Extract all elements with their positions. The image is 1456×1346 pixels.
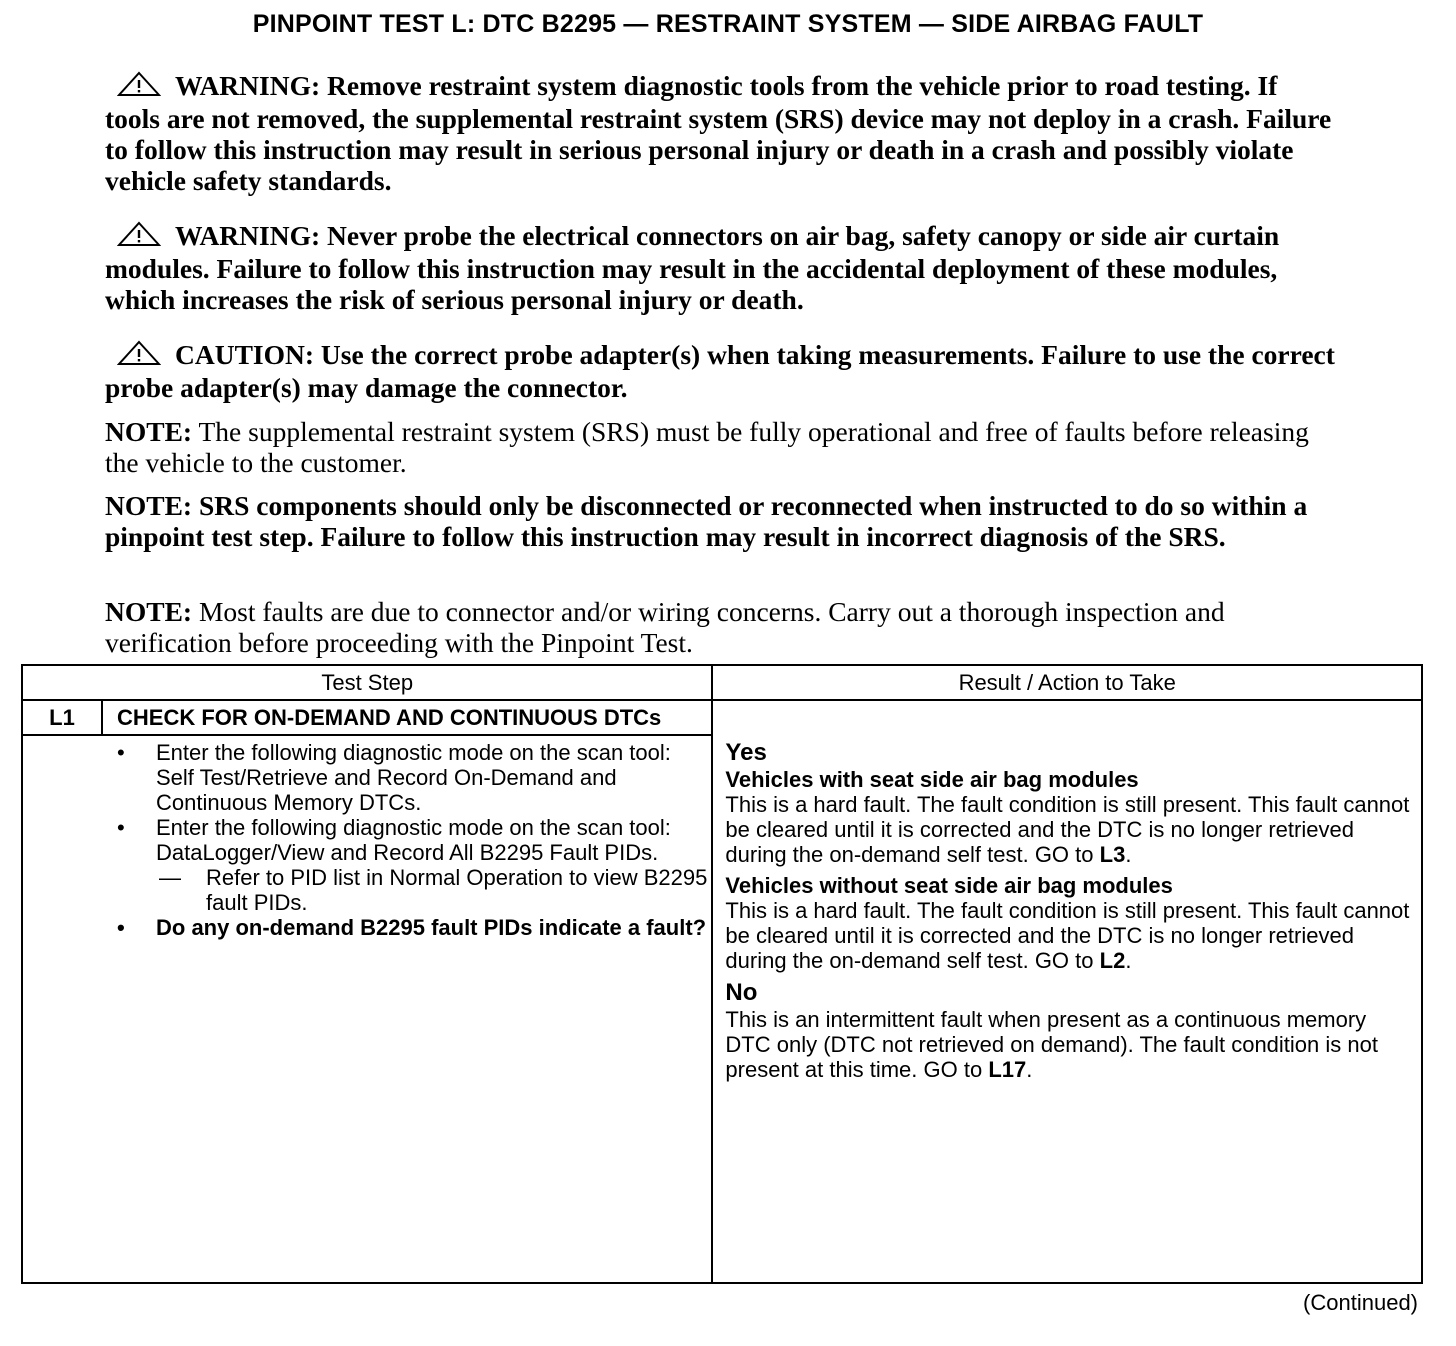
step-title: CHECK FOR ON-DEMAND AND CONTINUOUS DTCs [102, 700, 712, 735]
yes-case2-heading: Vehicles without seat side air bag modules [725, 873, 1173, 898]
step-list [23, 736, 711, 940]
note-block-3 [105, 596, 1225, 658]
step-body [22, 735, 712, 1283]
goto-link-l3[interactable]: L3 [1099, 842, 1126, 867]
caution-text: Use the correct probe adapter(s) when taking measurements. Failure to use the correct probe adapter(s) may damage the connector. [105, 339, 1335, 403]
note-block-2 [105, 490, 1335, 552]
note-text: The supplemental restraint system (SRS) must be fully operational and free of faults before releasing the vehicle to the customer. [105, 416, 1309, 478]
table-header-row [22, 665, 1422, 700]
warning-text: Remove restraint system diagnostic tools from the vehicle prior to road testing. If tools are not removed, the supplemental restraint system (SRS) device may not deploy in a crash. Failure to follow this instruction may result in serious personal injury or death in a crash and possibly violate vehicle safety standards. [105, 70, 1332, 196]
note-text: SRS components should only be disconnected or reconnected when instructed to do so within a pinpoint test step. Failure to follow this instruction may result in incorrect diagnosis of the SRS. [105, 490, 1308, 552]
goto-link-l17[interactable]: L17 [988, 1057, 1027, 1082]
no-text: This is an intermittent fault when present as a continuous memory DTC only (DTC not retrieved on demand). The fault condition is not present at this time. GO to L17. [725, 1007, 1378, 1082]
header-result-action: Result / Action to Take [712, 665, 1422, 700]
pinpoint-test-table [21, 664, 1423, 1284]
page-title: PINPOINT TEST L: DTC B2295 — RESTRAINT SYSTEM — SIDE AIRBAG FAULT [252, 10, 1204, 38]
continued-label: (Continued) [1303, 1290, 1418, 1315]
note-label: NOTE: [105, 490, 193, 521]
no-label: No [725, 979, 758, 1006]
warning-triangle-icon [117, 340, 161, 372]
yes-case1-heading: Vehicles with seat side air bag modules [725, 767, 1139, 792]
yes-case2-text: This is a hard fault. The fault condition is still present. This fault cannot be cleared until it is corrected and the DTC is no longer retrieved during the on-demand self test. GO to L2. [725, 898, 1410, 973]
yes-case1-text: This is a hard fault. The fault condition is still present. This fault cannot be cleared until it is corrected and the DTC is no longer retrieved during the on-demand self test. GO to L3. [725, 792, 1410, 867]
yes-label: Yes [725, 739, 767, 766]
note-text: Most faults are due to connector and/or wiring concerns. Carry out a thorough inspection and verification before proceeding with the Pinpoint Test. [105, 596, 1225, 658]
note-label: NOTE: [105, 596, 193, 627]
warning-label: WARNING: [175, 70, 321, 101]
warning-label: WARNING: [175, 220, 321, 251]
step-id: L1 [22, 700, 102, 735]
step-title-row [22, 700, 1422, 735]
result-cell [712, 700, 1422, 1283]
note-block-1 [105, 416, 1335, 478]
list-item: • Enter the following diagnostic mode on the scan tool: DataLogger/View and Record All B2295 Fault PIDs. [23, 815, 711, 865]
caution-block [105, 339, 1335, 403]
warning-block-1 [105, 70, 1335, 196]
list-item: • Enter the following diagnostic mode on the scan tool: Self Test/Retrieve and Record On-Demand and Continuous Memory DTCs. [23, 740, 711, 815]
header-test-step: Test Step [22, 665, 712, 700]
goto-link-l2[interactable]: L2 [1099, 948, 1126, 973]
warning-triangle-icon [117, 221, 161, 253]
list-sub-item: — Refer to PID list in Normal Operation to view B2295 fault PIDs. [23, 865, 711, 915]
warning-triangle-icon [117, 71, 161, 103]
caution-label: CAUTION: [175, 339, 315, 370]
warning-text: Never probe the electrical connectors on air bag, safety canopy or side air curtain modules. Failure to follow this instruction may result in the accidental deployment of these modules, which increases the risk of serious personal injury or death. [105, 220, 1280, 315]
warning-block-2 [105, 220, 1335, 315]
list-item-question: • Do any on-demand B2295 fault PIDs indicate a fault? [23, 915, 711, 940]
note-label: NOTE: [105, 416, 193, 447]
